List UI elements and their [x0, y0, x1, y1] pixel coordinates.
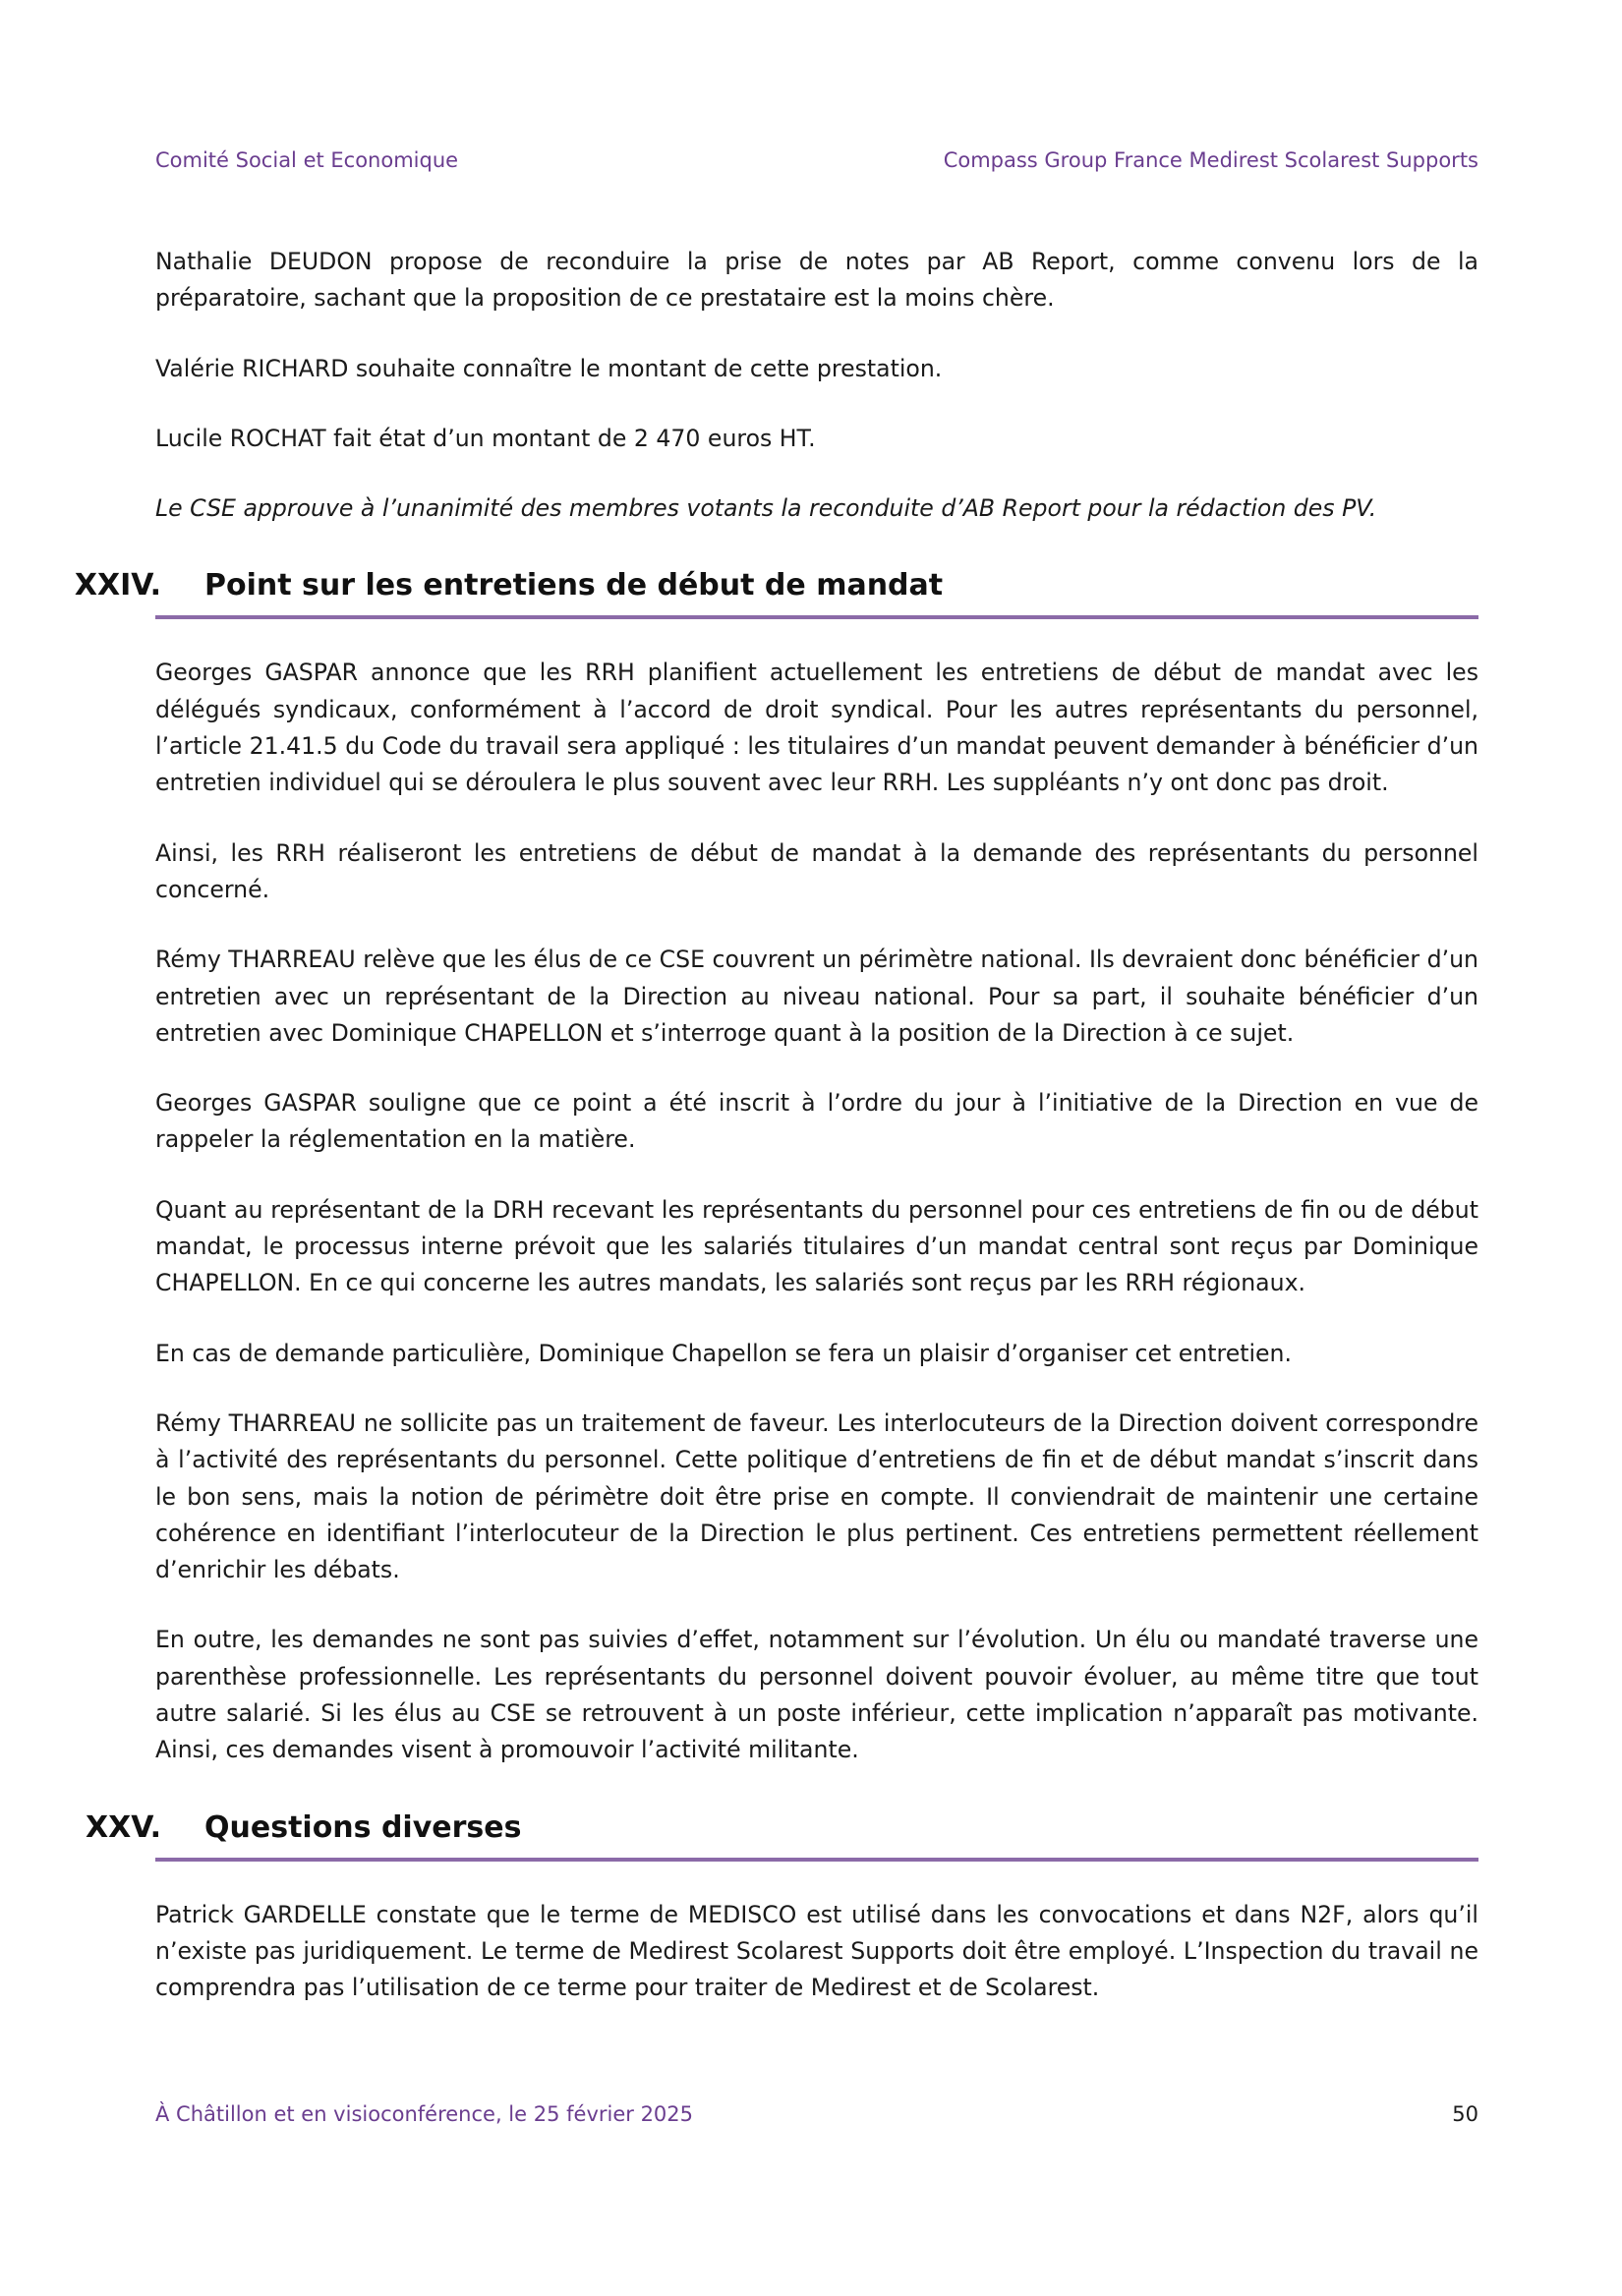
paragraph: Quant au représentant de la DRH recevant les représentants du personnel pour ces entretiens de fin ou de début mandat, le processus interne prévoit que les salariés titulaires d’un mandat central sont reçus par Dominique CHAPELLON. En ce qui concerne les autres mandats, les salariés sont reçus par les RRH régionaux.	[155, 1195, 1478, 1297]
section-divider	[155, 615, 1478, 619]
section-number: XXIV.	[74, 568, 161, 603]
paragraph: Rémy THARREAU relève que les élus de ce CSE couvrent un périmètre national. Ils devraient donc bénéficier d’un entretien avec un représentant de la Direction au niveau national. Pour sa part, il souhaite bénéficier d’un entretien avec Dominique CHAPELLON et s’interroge quant à la position de la Direction à ce sujet.	[155, 946, 1478, 1047]
section-number: XXV.	[85, 1809, 161, 1845]
section-title: Point sur les entretiens de début de mandat	[204, 568, 944, 603]
page-header-left: Comité Social et Economique	[155, 148, 459, 172]
paragraph: Georges GASPAR souligne que ce point a été inscrit à l’ordre du jour à l’initiative de la Direction en vue de rappeler la réglementation en la matière.	[155, 1089, 1478, 1154]
section-heading	[85, 1809, 1478, 1862]
paragraph: En outre, les demandes ne sont pas suivies d’effet, notamment sur l’évolution. Un élu ou mandaté traverse une parenthèse professionnelle. Les représentants du personnel doivent pouvoir évoluer, au même titre que tout autre salarié. Si les élus au CSE se retrouvent à un poste inférieur, cette implication n’apparaît pas motivante. Ainsi, ces demandes visent à promouvoir l’activité militante.	[155, 1626, 1478, 1764]
page-number: 50	[1452, 2102, 1478, 2126]
section-heading	[74, 568, 1478, 619]
section-divider	[155, 1858, 1478, 1862]
paragraph: Patrick GARDELLE constate que le terme de MEDISCO est utilisé dans les convocations et dans N2F, alors qu’il n’existe pas juridiquement. Le terme de Medirest Scolarest Supports doit être employé. L’Inspection du travail ne comprendra pas l’utilisation de ce terme pour traiter de Medirest et de Scolarest.	[155, 1900, 1478, 2002]
paragraph: Lucile ROCHAT fait état d’un montant de 2 470 euros HT.	[155, 424, 816, 452]
document-body	[74, 244, 1478, 2040]
decision-paragraph: Le CSE approuve à l’unanimité des membres votants la reconduite d’AB Report pour la rédaction des PV.	[155, 494, 1377, 523]
paragraph: Rémy THARREAU ne sollicite pas un traitement de faveur. Les interlocuteurs de la Direction doivent correspondre à l’activité des représentants du personnel. Cette politique d’entretiens de fin et de début mandat s’inscrit dans le bon sens, mais la notion de périmètre doit être prise en compte. Il conviendrait de maintenir une certaine cohérence en identifiant l’interlocuteur de la Direction le plus pertinent. Ces entretiens permettent réellement d’enrichir les débats.	[155, 1408, 1478, 1584]
paragraph: Georges GASPAR annonce que les RRH planifient actuellement les entretiens de début de mandat avec les délégués syndicaux, conformément à l’accord de droit syndical. Pour les autres représentants du personnel, l’article 21.41.5 du Code du travail sera appliqué : les titulaires d’un mandat peuvent demander à bénéficier d’un entretien individuel qui se déroulera le plus souvent avec leur RRH. Les suppléants n’y ont donc pas droit.	[155, 659, 1478, 797]
paragraph: Valérie RICHARD souhaite connaître le montant de cette prestation.	[155, 354, 943, 382]
paragraph: Ainsi, les RRH réaliseront les entretiens de début de mandat à la demande des représentants du personnel concerné.	[155, 838, 1478, 903]
page-header-right: Compass Group France Medirest Scolarest Supports	[943, 148, 1478, 172]
paragraph: Nathalie DEUDON propose de reconduire la prise de notes par AB Report, comme convenu lors de la préparatoire, sachant que la proposition de ce prestataire est la moins chère.	[155, 248, 1478, 313]
section-title: Questions diverses	[204, 1809, 522, 1845]
paragraph: En cas de demande particulière, Dominique Chapellon se fera un plaisir d’organiser cet entretien.	[155, 1339, 1292, 1367]
page-footer-left: À Châtillon et en visioconférence, le 25 février 2025	[155, 2102, 694, 2126]
